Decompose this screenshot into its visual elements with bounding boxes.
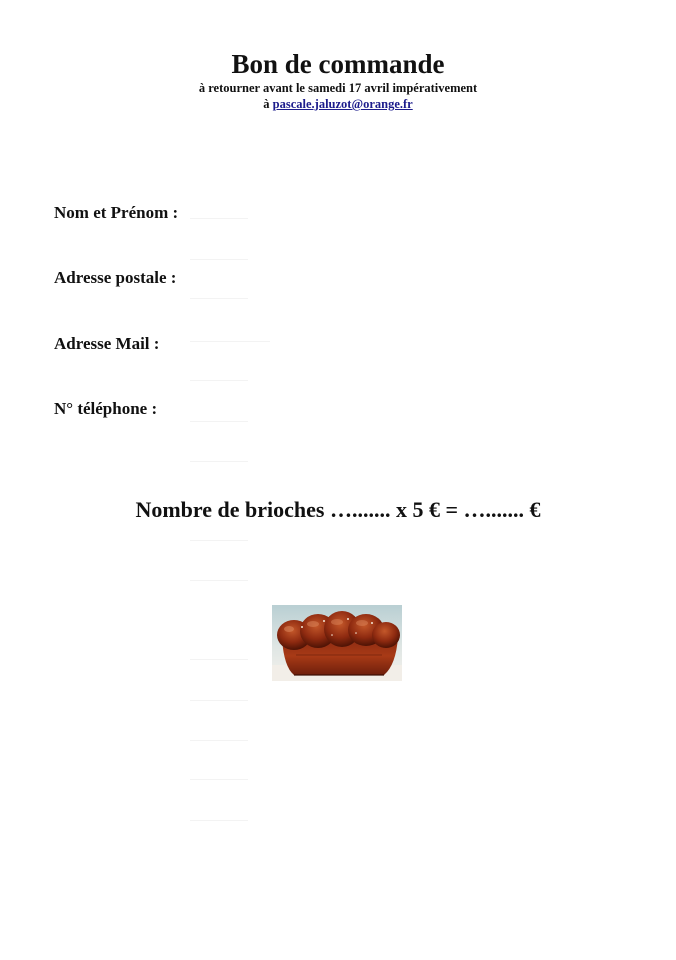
brioche-image [272, 605, 402, 681]
email-link[interactable]: pascale.jaluzot@orange.fr [272, 97, 413, 111]
faint-line [190, 580, 248, 581]
mail-field-label: Adresse Mail : [54, 334, 160, 353]
faint-line [190, 700, 248, 701]
return-deadline-note: à retourner avant le samedi 17 avril impérativement [198, 81, 478, 95]
faint-line [190, 380, 248, 381]
phone-field-label: N° téléphone : [54, 399, 158, 418]
faint-line [190, 540, 248, 541]
address-field-label: Adresse postale : [54, 268, 177, 287]
brioche-photo [272, 605, 402, 681]
return-address-line [0, 97, 676, 112]
faint-line [190, 779, 248, 780]
faint-line [190, 421, 248, 422]
faint-line [190, 820, 248, 821]
faint-line [190, 341, 270, 342]
faint-line [190, 740, 248, 741]
faint-line [190, 659, 248, 660]
email-prefix: à [263, 97, 273, 111]
faint-line [190, 298, 248, 299]
brioche-order-total: Nombre de brioches …....... x 5 € = …....... € [135, 497, 541, 522]
name-field-label: Nom et Prénom : [54, 203, 179, 222]
faint-line [190, 218, 248, 219]
faint-line [190, 259, 248, 260]
page-title: Bon de commande [231, 49, 445, 79]
faint-line [190, 461, 248, 462]
